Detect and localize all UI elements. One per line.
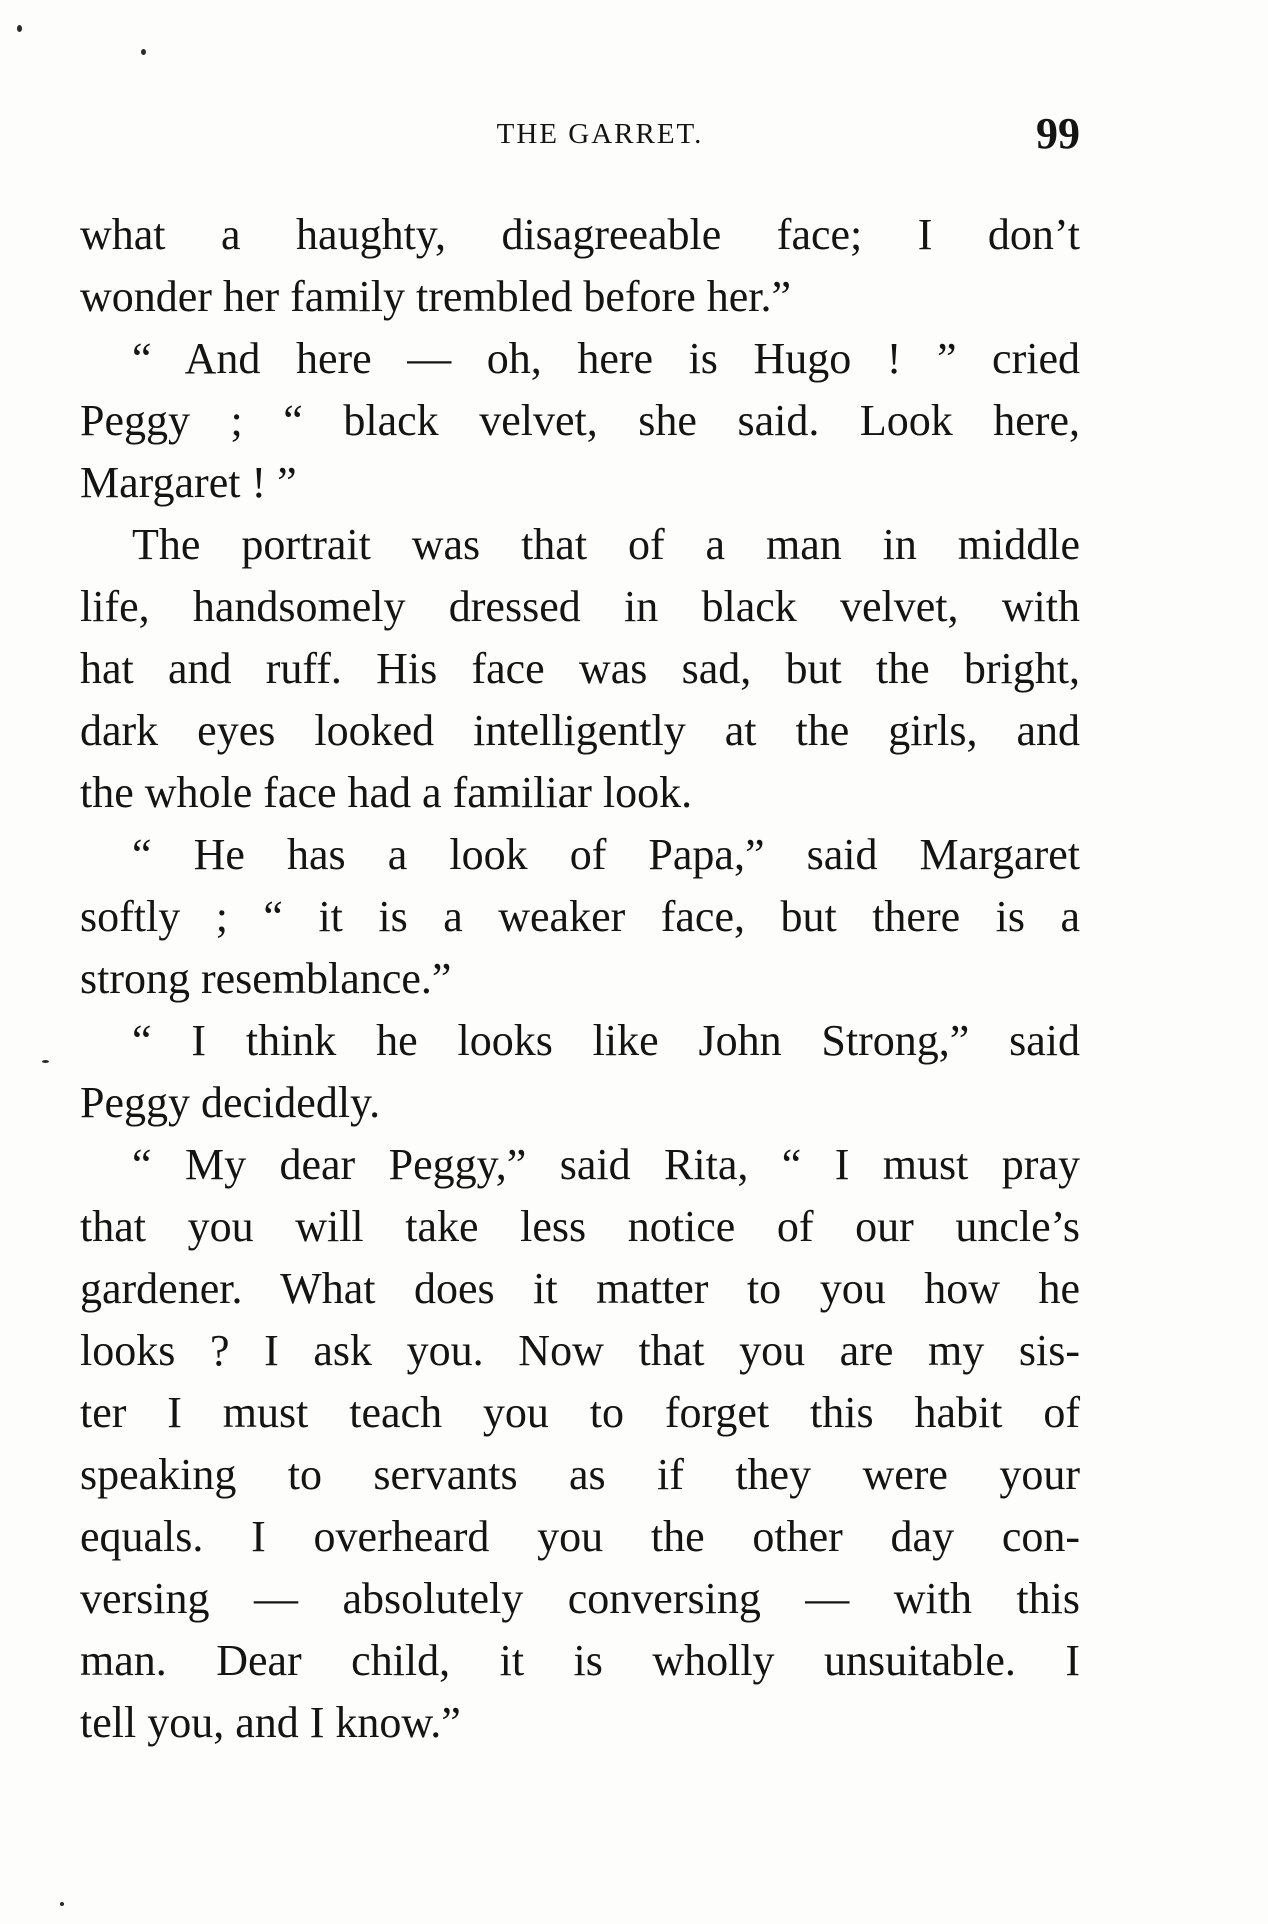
ink-speck xyxy=(60,1902,64,1906)
text-line: softly ; “ it is a weaker face, but there is a xyxy=(80,892,1080,941)
ink-speck xyxy=(141,49,146,55)
text-line: “ He has a look of Papa,” said Margaret xyxy=(132,830,1080,879)
text-line: versing — absolutely conversing — with this xyxy=(80,1574,1080,1623)
text-line: life, handsomely dressed in black velvet, with xyxy=(80,582,1080,631)
text-line: what a haughty, disagreeable face; I don’t xyxy=(80,210,1080,259)
body-text xyxy=(80,204,1080,1754)
text-line: man. Dear child, it is wholly unsuitable. I xyxy=(80,1636,1080,1685)
text-line: dark eyes looked intelligently at the girls, and xyxy=(80,706,1080,755)
running-head: THE GARRET. xyxy=(496,118,704,150)
text-line: looks ? I ask you. Now that you are my sis- xyxy=(80,1326,1080,1375)
page-number: 99 xyxy=(1036,109,1080,158)
text-line: wonder her family trembled before her.” xyxy=(80,272,792,321)
text-line: strong resemblance.” xyxy=(80,954,452,1003)
page-header xyxy=(80,108,1080,164)
ink-speck xyxy=(42,1060,49,1063)
text-line: “ My dear Peggy,” said Rita, “ I must pray xyxy=(132,1140,1080,1189)
text-line: the whole face had a familiar look. xyxy=(80,768,693,817)
text-line: Peggy decidedly. xyxy=(80,1078,381,1127)
text-line: “ And here — oh, here is Hugo ! ” cried xyxy=(132,334,1080,383)
text-line: “ I think he looks like John Strong,” said xyxy=(132,1016,1080,1065)
text-line: Peggy ; “ black velvet, she said. Look here, xyxy=(80,396,1080,445)
text-line: tell you, and I know.” xyxy=(80,1698,461,1747)
text-line: gardener. What does it matter to you how he xyxy=(80,1264,1080,1313)
text-line: speaking to servants as if they were your xyxy=(80,1450,1080,1499)
ink-speck xyxy=(17,25,22,32)
text-line: equals. I overheard you the other day con- xyxy=(80,1512,1080,1561)
text-line: ter I must teach you to forget this habit of xyxy=(80,1388,1080,1437)
text-line: that you will take less notice of our uncle’s xyxy=(80,1202,1080,1251)
text-line: The portrait was that of a man in middle xyxy=(132,520,1080,569)
text-line: Margaret ! ” xyxy=(80,458,297,507)
text-line: hat and ruff. His face was sad, but the bright, xyxy=(80,644,1080,693)
